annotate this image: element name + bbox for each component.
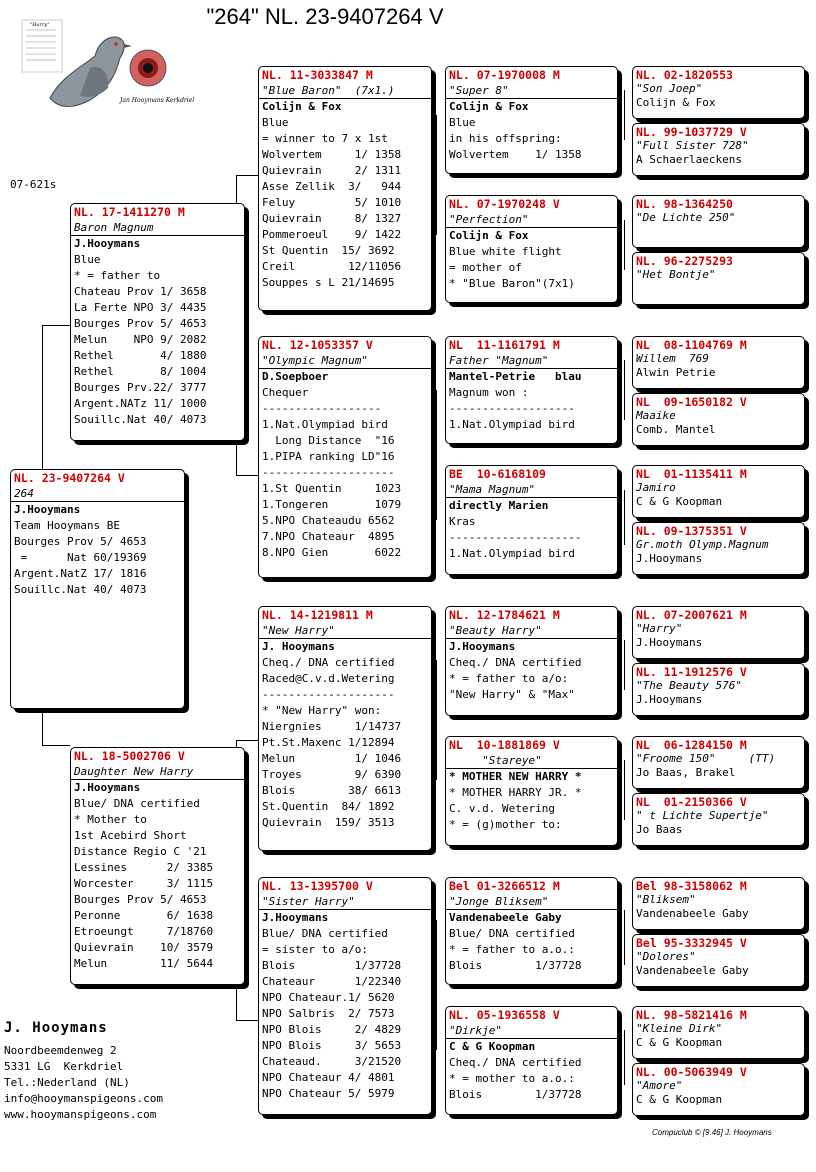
ring-number: NL. 12-1053357 V xyxy=(262,338,373,352)
ring-number: NL 01-1135411 M xyxy=(636,467,747,481)
bird-card-dam[interactable] xyxy=(70,747,245,985)
bird-info-line: Feluy 5/ 1010 xyxy=(262,196,402,209)
bird-card-gen3[interactable] xyxy=(445,195,618,303)
bird-info-line: St Quentin 15/ 3692 xyxy=(262,244,395,257)
ring-number: NL. 07-1970008 M xyxy=(449,68,560,82)
bird-info-line: -------------------- xyxy=(449,531,582,544)
ring-number: BE 10-6168109 xyxy=(449,467,546,481)
bird-name: "Kleine Dirk" xyxy=(636,1022,723,1035)
bird-info-line: Bourges Prov 5/ 4653 xyxy=(74,893,207,906)
connector-g3c xyxy=(624,360,625,420)
bird-card-gen4[interactable] xyxy=(632,393,805,446)
bird-info-line: Bourges Prov 5/ 4653 xyxy=(14,535,147,548)
breeder-city: 5331 LG Kerkdriel xyxy=(4,1060,124,1073)
bird-info-line: NPO Chateaur.1/ 5620 xyxy=(262,991,395,1004)
bird-card-gen4[interactable] xyxy=(632,877,805,930)
ring-number: NL. 12-1784621 M xyxy=(449,608,560,622)
bird-info-line: * MOTHER HARRY JR. * xyxy=(449,786,582,799)
bird-info-line: Pommeroeul 9/ 1422 xyxy=(262,228,402,241)
bird-card-gen3[interactable] xyxy=(445,465,618,575)
bird-card-gen3[interactable] xyxy=(445,336,618,444)
bird-info-line: * = (g)mother to: xyxy=(449,818,562,831)
bird-info-line: Quievrain 8/ 1327 xyxy=(262,212,402,225)
ring-number: NL 09-1650182 V xyxy=(636,395,747,409)
ring-number: NL. 14-1219811 M xyxy=(262,608,373,622)
bird-name: "Olympic Magnum" xyxy=(259,353,431,369)
bird-info-line: Blue xyxy=(262,116,289,129)
bird-info-line: Distance Regio C '21 xyxy=(74,845,207,858)
bird-owner: directly Marien xyxy=(449,499,549,512)
bird-card-gen4[interactable] xyxy=(632,1063,805,1116)
connector-g3g xyxy=(624,910,625,965)
bird-info-line: Cheq./ DNA certified xyxy=(449,1056,582,1069)
bird-info-line: Chateau Prov 1/ 3658 xyxy=(74,285,207,298)
bird-info-line: 7.NPO Chateaur 4895 xyxy=(262,530,395,543)
bird-owner: Vandenabeele Gaby xyxy=(449,911,562,924)
bird-card-gen2[interactable] xyxy=(258,336,432,578)
bird-card-gen4[interactable] xyxy=(632,934,805,987)
bird-info-line: Melun NPO 9/ 2082 xyxy=(74,333,207,346)
bird-owner: Mantel-Petrie blau xyxy=(449,370,582,383)
bird-info-line: in his offspring: xyxy=(449,132,562,145)
bird-info-line: Blue xyxy=(449,116,476,129)
bird-card-gen4[interactable] xyxy=(632,793,805,846)
bird-info-line: Pt.St.Maxenc 1/12894 xyxy=(262,736,395,749)
bird-info-line: NPO Blois 3/ 5653 xyxy=(262,1039,402,1052)
bird-name: "New Harry" xyxy=(259,623,431,639)
bird-name: "Dirkje" xyxy=(446,1023,617,1039)
bird-info-line: -------------------- xyxy=(262,466,395,479)
bird-info-line: Melun 11/ 5644 xyxy=(74,957,214,970)
bird-info-line: Blois 1/37728 xyxy=(449,1088,582,1101)
bird-info-line: 1.Tongeren 1079 xyxy=(262,498,402,511)
bird-card-sire[interactable] xyxy=(70,203,245,441)
bird-owner: Vandenabeele Gaby xyxy=(636,964,749,977)
bird-info-line: Blois 1/37728 xyxy=(449,959,582,972)
bird-info-line: Long Distance "16 xyxy=(262,434,395,447)
bird-info-line: = sister to a/o: xyxy=(262,943,368,956)
bird-info-line: Bourges Prov 5/ 4653 xyxy=(74,317,207,330)
bird-info-line: NPO Chateaur 5/ 5979 xyxy=(262,1087,395,1100)
bird-info-line: 1.PIPA ranking LD"16 xyxy=(262,450,395,463)
bird-info-line: La Ferte NPO 3/ 4435 xyxy=(74,301,207,314)
bird-owner: Comb. Mantel xyxy=(636,423,716,436)
bird-info-line: Lessines 2/ 3385 xyxy=(74,861,214,874)
bird-info-line: Rethel 8/ 1004 xyxy=(74,365,207,378)
bird-name: Maaike xyxy=(636,409,676,422)
bird-info-line: Raced@C.v.d.Wetering xyxy=(262,672,395,685)
bird-owner: C & G Koopman xyxy=(636,1036,723,1049)
bird-info-line: Rethel 4/ 1880 xyxy=(74,349,207,362)
connector-g2a xyxy=(436,115,437,235)
connector-g2b xyxy=(436,390,437,520)
breeder-address: Noordbeemdenweg 2 xyxy=(4,1044,117,1057)
bird-card-gen2[interactable] xyxy=(258,877,432,1115)
connector-g3b xyxy=(624,220,625,270)
bird-info-line: 1.Nat.Olympiad bird xyxy=(449,418,575,431)
ring-number: NL. 99-1037729 V xyxy=(636,125,747,139)
ring-number: NL 10-1881869 V xyxy=(449,738,560,752)
bird-info-line: 5.NPO Chateaudu 6562 xyxy=(262,514,395,527)
ring-number: NL. 96-2275293 xyxy=(636,254,733,268)
bird-info-line: Blue/ DNA certified xyxy=(262,927,388,940)
ring-number: NL. 18-5002706 V xyxy=(74,749,185,763)
ring-number: NL. 11-1912576 V xyxy=(636,665,747,679)
bird-info-line: "New Harry" & "Max" xyxy=(449,688,575,701)
ring-number: NL. 13-1395700 V xyxy=(262,879,373,893)
bird-name: "Full Sister 728" xyxy=(636,139,749,152)
ring-number: Bel 98-3158062 M xyxy=(636,879,747,893)
bird-owner: Alwin Petrie xyxy=(636,366,716,379)
ring-number: Bel 01-3266512 M xyxy=(449,879,560,893)
bird-info-line: Chateaud. 3/21520 xyxy=(262,1055,402,1068)
pedigree-code: 07-621s xyxy=(10,178,57,191)
bird-card-gen4[interactable] xyxy=(632,522,805,575)
bird-card-gen4[interactable] xyxy=(632,1006,805,1059)
ring-number: NL. 00-5063949 V xyxy=(636,1065,747,1079)
bird-owner: J.Hooymans xyxy=(449,640,516,653)
bird-owner: J.Hooymans xyxy=(74,237,141,250)
bird-name: "Beauty Harry" xyxy=(446,623,617,639)
bird-name: Daughter New Harry xyxy=(71,764,244,780)
connector-g1a-top xyxy=(236,175,258,176)
bird-info-line: Blue/ DNA certified xyxy=(449,927,575,940)
bird-card-gen2[interactable] xyxy=(258,66,432,311)
bird-info-line: Peronne 6/ 1638 xyxy=(74,909,214,922)
bird-owner: A Schaerlaeckens xyxy=(636,153,742,166)
ring-number: NL. 05-1936558 V xyxy=(449,1008,560,1022)
bird-name: "Perfection" xyxy=(446,212,617,228)
connector-g1a-bottom xyxy=(236,475,258,476)
connector-g3e xyxy=(624,640,625,690)
bird-name: "Bliksem" xyxy=(636,893,696,906)
bird-info-line: * Mother to xyxy=(74,813,147,826)
bird-info-line: 1.St Quentin 1023 xyxy=(262,482,402,495)
connector-g1b-bottom xyxy=(236,1020,258,1021)
bird-info-line: Etroeungt 7/18760 xyxy=(74,925,214,938)
bird-info-line: Chateaur 1/22340 xyxy=(262,975,402,988)
bird-info-line: NPO Chateaur 4/ 4801 xyxy=(262,1071,395,1084)
ring-number: NL 11-1161791 M xyxy=(449,338,560,352)
bird-owner: J.Hooymans xyxy=(636,693,703,706)
logo-caption: Jan Hooymans Kerkdriel xyxy=(120,97,195,104)
bird-name: "Dolores" xyxy=(636,950,696,963)
bird-name: "De Lichte 250" xyxy=(636,211,736,224)
connector-g0-bottom xyxy=(42,745,70,746)
bird-card-gen3[interactable] xyxy=(445,1006,618,1115)
bird-card-gen4[interactable] xyxy=(632,252,805,305)
bird-name: Jamiro xyxy=(636,481,676,494)
bird-info-line: Troyes 9/ 6390 xyxy=(262,768,402,781)
connector-g3f xyxy=(624,760,625,820)
software-credit: Compuclub © [9.46] J. Hooymans xyxy=(652,1128,772,1137)
ring-number: NL. 23-9407264 V xyxy=(14,471,125,485)
bird-info-line: Souillc.Nat 40/ 4073 xyxy=(74,413,207,426)
bird-info-line: 1.Nat.Olympiad bird xyxy=(262,418,388,431)
bird-info-line: Souppes s L 21/14695 xyxy=(262,276,395,289)
bird-name: "Het Bontje" xyxy=(636,268,716,281)
bird-owner: Colijn & Fox xyxy=(636,96,716,109)
bird-info-line: Melun 1/ 1046 xyxy=(262,752,402,765)
ring-number: NL. 98-1364250 xyxy=(636,197,733,211)
connector-g2c xyxy=(436,660,437,780)
ring-number: NL. 11-3033847 M xyxy=(262,68,373,82)
connector-g3d xyxy=(624,490,625,545)
bird-card-gen4[interactable] xyxy=(632,736,805,789)
bird-info-line: Argent.NATz 11/ 1000 xyxy=(74,397,207,410)
bird-info-line: Blue/ DNA certified xyxy=(74,797,200,810)
bird-name: Baron Magnum xyxy=(71,220,244,236)
bird-name: Gr.moth Olymp.Magnum xyxy=(636,538,769,551)
bird-info-line: 1st Acebird Short xyxy=(74,829,187,842)
bird-name: "Mama Magnum" xyxy=(446,482,617,498)
bird-card-gen3[interactable] xyxy=(445,606,618,716)
bird-info-line: St.Quentin 84/ 1892 xyxy=(262,800,395,813)
bird-name: "Super 8" xyxy=(446,83,617,99)
ring-number: NL 06-1284150 M xyxy=(636,738,747,752)
bird-owner: C & G Koopman xyxy=(449,1040,536,1053)
breeder-phone: Tel.:Nederland (NL) xyxy=(4,1076,130,1089)
bird-owner: Colijn & Fox xyxy=(449,100,529,113)
bird-card-gen3[interactable] xyxy=(445,736,618,846)
bird-info-line: Blue xyxy=(74,253,101,266)
bird-owner: * MOTHER NEW HARRY * xyxy=(449,770,582,783)
bird-owner: Jo Baas xyxy=(636,823,683,836)
bird-owner: J.Hooymans xyxy=(14,503,81,516)
ring-number: NL. 07-1970248 V xyxy=(449,197,560,211)
bird-name: "Stareye" xyxy=(446,753,617,769)
bird-card-gen4[interactable] xyxy=(632,663,805,716)
ring-number: Bel 95-3332945 V xyxy=(636,936,747,950)
bird-card-gen2[interactable] xyxy=(258,606,432,851)
ring-number: NL. 07-2007621 M xyxy=(636,608,747,622)
bird-info-line: NPO Salbris 2/ 7573 xyxy=(262,1007,395,1020)
bird-name: " t Lichte Supertje" xyxy=(636,809,769,822)
bird-info-line: Wolvertem 1/ 1358 xyxy=(262,148,402,161)
bird-owner: C & G Koopman xyxy=(636,495,723,508)
bird-info-line: Cheq./ DNA certified xyxy=(262,656,395,669)
bird-owner: D.Soepboer xyxy=(262,370,329,383)
bird-owner: Jo Baas, Brakel xyxy=(636,766,736,779)
bird-owner: J.Hooymans xyxy=(74,781,141,794)
ring-number: NL. 02-1820553 xyxy=(636,68,733,82)
bird-owner: Vandenabeele Gaby xyxy=(636,907,749,920)
bird-info-line: Argent.NatZ 17/ 1816 xyxy=(14,567,147,580)
connector-g2d xyxy=(436,920,437,1050)
bird-info-line: Blois 1/37728 xyxy=(262,959,402,972)
bird-name: "The Beauty 576" xyxy=(636,679,742,692)
bird-owner: Colijn & Fox xyxy=(262,100,342,113)
bird-info-line: * = father to a.o.: xyxy=(449,943,575,956)
bird-owner: Colijn & Fox xyxy=(449,229,529,242)
bird-info-line: Blue white flight xyxy=(449,245,562,258)
bird-info-line: Team Hooymans BE xyxy=(14,519,120,532)
bird-info-line: -------------------- xyxy=(262,688,395,701)
bird-info-line: Niergnies 1/14737 xyxy=(262,720,402,733)
bird-name: "Blue Baron" (7x1.) xyxy=(259,83,431,99)
breeder-name: J. Hooymans xyxy=(4,1020,108,1036)
bird-info-line: Quievrain 159/ 3513 xyxy=(262,816,395,829)
breeder-website-link[interactable]: www.hooymanspigeons.com xyxy=(4,1108,157,1121)
bird-card-gen4[interactable] xyxy=(632,336,805,389)
ring-number: NL 01-2150366 V xyxy=(636,795,747,809)
bird-info-line: Bourges Prv.22/ 3777 xyxy=(74,381,207,394)
ring-number: NL. 17-1411270 M xyxy=(74,205,185,219)
bird-card-gen4[interactable] xyxy=(632,465,805,518)
connector-g3h xyxy=(624,1030,625,1085)
breeder-email-link[interactable]: info@hooymanspigeons.com xyxy=(4,1092,163,1105)
bird-info-line: Worcester 3/ 1115 xyxy=(74,877,214,890)
bird-owner: J.Hooymans xyxy=(636,636,703,649)
bird-info-line: 1.Nat.Olympiad bird xyxy=(449,547,575,560)
ring-number: NL. 09-1375351 V xyxy=(636,524,747,538)
bird-info-line: Souillc.Nat 40/ 4073 xyxy=(14,583,147,596)
bird-owner: J.Hooymans xyxy=(636,552,703,565)
bird-info-line: * = father to xyxy=(74,269,161,282)
bird-card-gen4[interactable] xyxy=(632,606,805,659)
bird-info-line: Quievrain 2/ 1311 xyxy=(262,164,402,177)
bird-owner: C & G Koopman xyxy=(636,1093,723,1106)
bird-info-line: Asse Zellik 3/ 944 xyxy=(262,180,402,193)
bird-name: 264 xyxy=(11,486,184,502)
bird-name: "Son Joep" xyxy=(636,82,703,95)
ring-number: NL 08-1104769 M xyxy=(636,338,747,352)
pedigree-title: "264" NL. 23-9407264 V xyxy=(206,4,444,29)
breeder-logo xyxy=(20,18,195,118)
bird-name: Father "Magnum" xyxy=(446,353,617,369)
connector-g1b-top xyxy=(236,740,258,741)
bird-info-line: * "Blue Baron"(7x1) xyxy=(449,277,575,290)
bird-info-line: = winner to 7 x 1st xyxy=(262,132,388,145)
logo-topline: "Harry" xyxy=(30,22,50,28)
bird-card-gen4[interactable] xyxy=(632,123,805,176)
bird-info-line: Quievrain 10/ 3579 xyxy=(74,941,214,954)
bird-info-line: ------------------- xyxy=(449,402,575,415)
bird-info-line: C. v.d. Wetering xyxy=(449,802,555,815)
bird-info-line: NPO Blois 2/ 4829 xyxy=(262,1023,402,1036)
bird-card-gen3[interactable] xyxy=(445,877,618,985)
bird-info-line: = mother of xyxy=(449,261,522,274)
bird-card-subject[interactable] xyxy=(10,469,185,709)
bird-info-line: Creil 12/11056 xyxy=(262,260,402,273)
bird-card-gen3[interactable] xyxy=(445,66,618,174)
bird-card-gen4[interactable] xyxy=(632,66,805,119)
bird-info-line: Blois 38/ 6613 xyxy=(262,784,402,797)
bird-name: "Froome 150" (TT) xyxy=(636,752,776,765)
bird-info-line: Kras xyxy=(449,515,476,528)
connector-g0-top xyxy=(42,325,70,326)
bird-info-line: Magnum won : xyxy=(449,386,529,399)
bird-info-line: * "New Harry" won: xyxy=(262,704,382,717)
bird-card-gen4[interactable] xyxy=(632,195,805,248)
bird-info-line: Cheq./ DNA certified xyxy=(449,656,582,669)
bird-name: "Sister Harry" xyxy=(259,894,431,910)
bird-info-line: Wolvertem 1/ 1358 xyxy=(449,148,582,161)
bird-info-line: Chequer xyxy=(262,386,309,399)
bird-name: Willem 769 xyxy=(636,352,709,365)
bird-info-line: * = father to a/o: xyxy=(449,672,569,685)
connector-g3a xyxy=(624,90,625,140)
bird-owner: J. Hooymans xyxy=(262,640,335,653)
bird-owner: J.Hooymans xyxy=(262,911,329,924)
bird-name: "Jonge Bliksem" xyxy=(446,894,617,910)
ring-number: NL. 98-5821416 M xyxy=(636,1008,747,1022)
bird-info-line: 8.NPO Gien 6022 xyxy=(262,546,402,559)
bird-name: "Harry" xyxy=(636,622,683,635)
bird-info-line: * = mother to a.o.: xyxy=(449,1072,575,1085)
bird-info-line: ------------------ xyxy=(262,402,382,415)
bird-info-line: = Nat 60/19369 xyxy=(14,551,147,564)
bird-name: "Amore" xyxy=(636,1079,683,1092)
